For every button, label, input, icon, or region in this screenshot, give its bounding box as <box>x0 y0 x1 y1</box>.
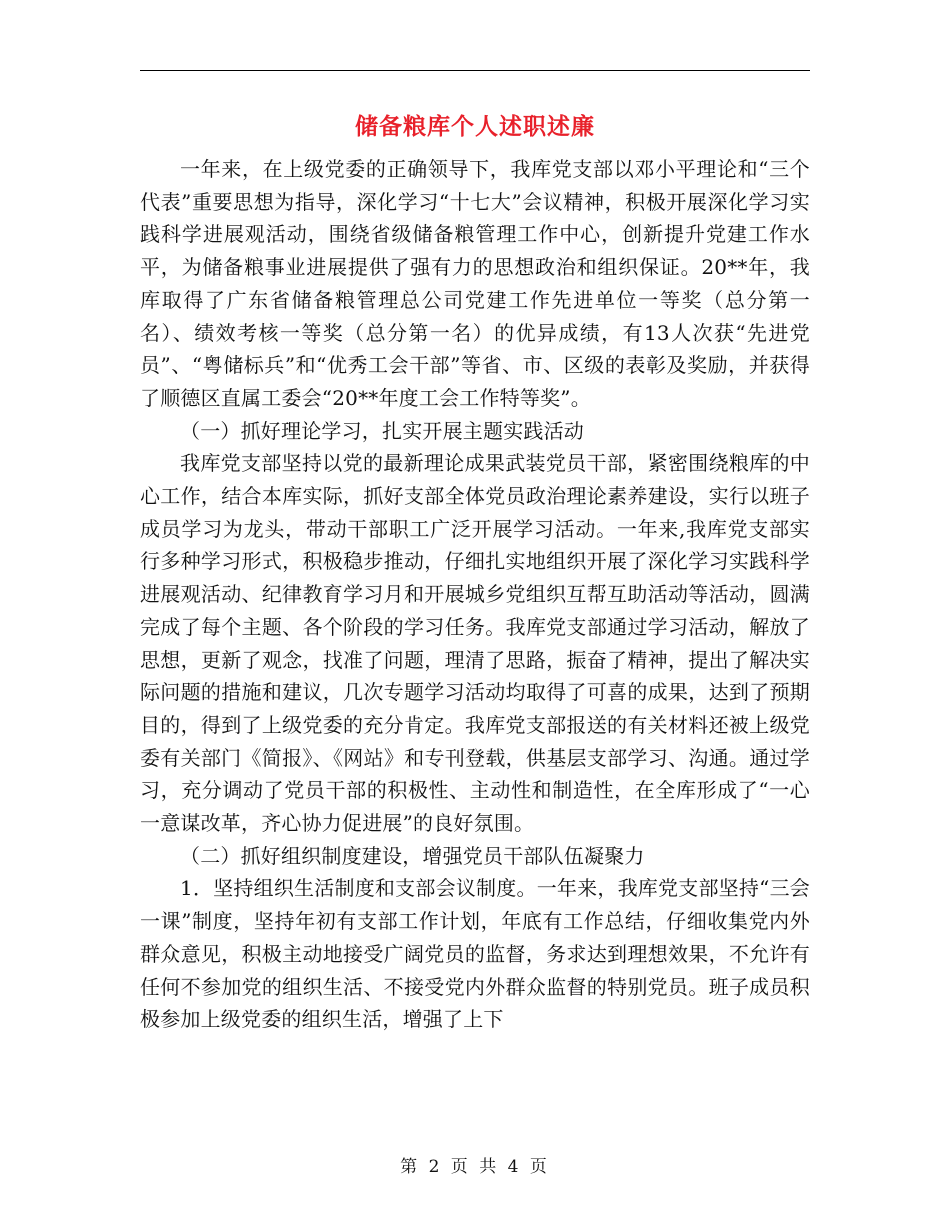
document-body <box>140 153 810 1036</box>
page-footer: 第 2 页 共 4 页 <box>400 1157 550 1177</box>
header-rule <box>140 70 810 71</box>
section-heading-2: （二）抓好组织制度建设，增强党员干部队伍凝聚力 <box>180 843 645 868</box>
intro-paragraph: 一年来，在上级党委的正确领导下，我库党支部以邓小平理论和“三个代表”重要思想为指导，深化学习“十七大”会议精神，积极开展深化学习实践科学进展观活动，围绕省级储备粮管理工作中心，创新提升党建工作水平，为储备粮事业进展提供了强有力的思想政治和组织保证。20**年，我库取得了广东省储备粮管理总公司党建工作先进单位一等奖（总分第一名）、绩效考核一等奖（总分第一名）的优异成绩，有13人次获“先进党员”、“粤储标兵”和“优秀工会干部”等省、市、区级的表彰及奖励，并获得了顺德区直属工委会“20**年度工会工作特等奖”。 <box>140 157 810 410</box>
document-title: 储备粮库个人述职述廉 <box>355 113 595 140</box>
section-2-paragraph: 1．坚持组织生活制度和支部会议制度。一年来，我库党支部坚持“三会一课”制度，坚持年初有支部工作计划，年底有工作总结，仔细收集党内外群众意见，积极主动地接受广阔党员的监督，务求达到理想效果，不允许有任何不参加党的组织生活、不接受党内外群众监督的特别党员。班子成员积极参加上级党委的组织生活，增强了上下 <box>140 876 810 1032</box>
section-1-paragraph: 我库党支部坚持以党的最新理论成果武装党员干部，紧密围绕粮库的中心工作，结合本库实际，抓好支部全体党员政治理论素养建设，实行以班子成员学习为龙头，带动干部职工广泛开展学习活动。一年来,我库党支部实行多种学习形式，积极稳步推动，仔细扎实地组织开展了深化学习实践科学进展观活动、纪律教育学习月和开展城乡党组织互帮互助活动等活动，圆满完成了每个主题、各个阶段的学习任务。我库党支部通过学习活动，解放了思想，更新了观念，找准了问题，理清了思路，振奋了精神，提出了解决实际问题的措施和建议，几次专题学习活动均取得了可喜的成果，达到了预期目的，得到了上级党委的充分肯定。我库党支部报送的有关材料还被上级党委有关部门《简报》、《网站》和专刊登载，供基层支部学习、沟通。通过学习，充分调动了党员干部的积极性、主动性和制造性，在全库形成了“一心一意谋改革，齐心协力促进展”的良好氛围。 <box>140 451 810 836</box>
section-heading-1: （一）抓好理论学习，扎实开展主题实践活动 <box>180 418 584 443</box>
